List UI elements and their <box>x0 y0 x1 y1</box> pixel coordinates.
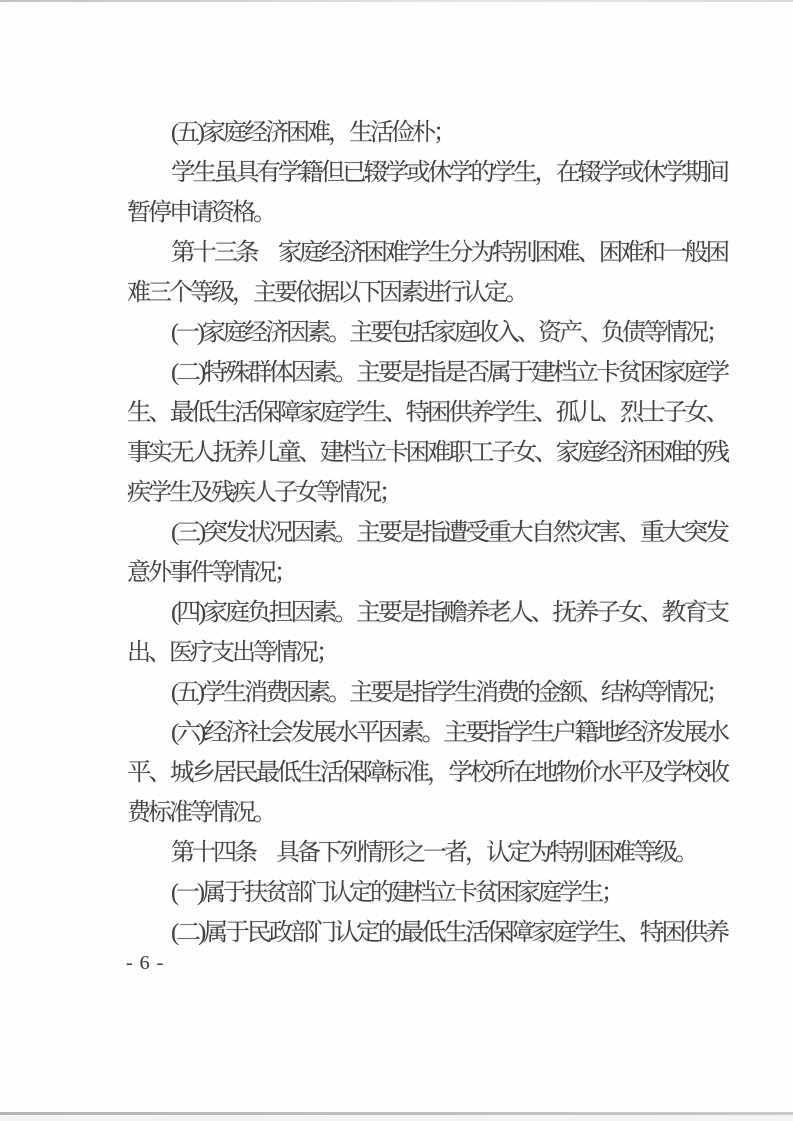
document-line <box>127 193 727 233</box>
document-line <box>127 113 727 153</box>
document-line <box>127 273 727 313</box>
page-number: - 6 - <box>126 952 165 974</box>
document-line <box>127 513 727 553</box>
document-line <box>127 353 727 393</box>
document-line <box>127 433 727 473</box>
document-line <box>127 713 727 753</box>
document-line <box>127 553 727 593</box>
document-line <box>127 833 727 873</box>
document-line-text: (一)家庭经济因素。主要包括家庭收入、资产、负债等情况； <box>171 320 727 346</box>
document-line-text: (五)学生消费因素。主要是指学生消费的金额、结构等情况； <box>171 680 727 706</box>
document-line <box>127 633 727 673</box>
document-line-text: 出、医疗支出等情况； <box>127 640 337 666</box>
document-line <box>127 593 727 633</box>
document-text-block <box>127 113 727 953</box>
document-line-text: (三)突发状况因素。主要是指遭受重大自然灾害、重大突发 <box>171 520 727 546</box>
scan-edge-top <box>0 0 793 2</box>
document-line-text: (六)经济社会发展水平因素。主要指学生户籍地经济发展水 <box>171 720 727 746</box>
document-line-text: (四)家庭负担因素。主要是指赡养老人、抚养子女、教育支 <box>171 600 727 626</box>
document-line-text: 第十四条 具备下列情形之一者，认定为特别困难等级。 <box>171 840 696 866</box>
document-line-text: 事实无人抚养儿童、建档立卡困难职工子女、家庭经济困难的残 <box>127 440 727 466</box>
document-line-text: 第十三条 家庭经济困难学生分为特别困难、困难和一般困 <box>171 240 728 266</box>
document-line-text: 平、城乡居民最低生活保障标准，学校所在地物价水平及学校收 <box>127 760 727 786</box>
document-line <box>127 313 727 353</box>
document-line <box>127 153 727 193</box>
document-line-text: (一)属于扶贫部门认定的建档立卡贫困家庭学生； <box>171 880 622 906</box>
document-line <box>127 753 727 793</box>
document-line <box>127 473 727 513</box>
document-line <box>127 913 727 953</box>
document-line <box>127 673 727 713</box>
document-line <box>127 793 727 833</box>
document-line-text: 生、最低生活保障家庭学生、特困供养学生、孤儿、烈士子女、 <box>127 400 727 426</box>
document-line <box>127 393 727 433</box>
document-line-text: (五)家庭经济困难，生活俭朴； <box>171 120 454 146</box>
document-line <box>127 873 727 913</box>
document-line-text: 费标准等情况。 <box>127 800 274 826</box>
document-line-text: 难三个等级，主要依据以下因素进行认定。 <box>127 280 526 306</box>
document-line-text: (二)属于民政部门认定的最低生活保障家庭学生、特困供养 <box>171 920 727 946</box>
document-line-text: (二)特殊群体因素。主要是指是否属于建档立卡贫困家庭学 <box>171 360 727 386</box>
scan-edge-shadow <box>0 1115 793 1121</box>
document-line-text: 意外事件等情况； <box>127 560 295 586</box>
document-line-text: 疾学生及残疾人子女等情况； <box>127 480 400 506</box>
document-line-text: 学生虽具有学籍但已辍学或休学的学生，在辍学或休学期间 <box>171 160 728 186</box>
document-line-text: 暂停申请资格。 <box>127 200 274 226</box>
document-line <box>127 233 727 273</box>
